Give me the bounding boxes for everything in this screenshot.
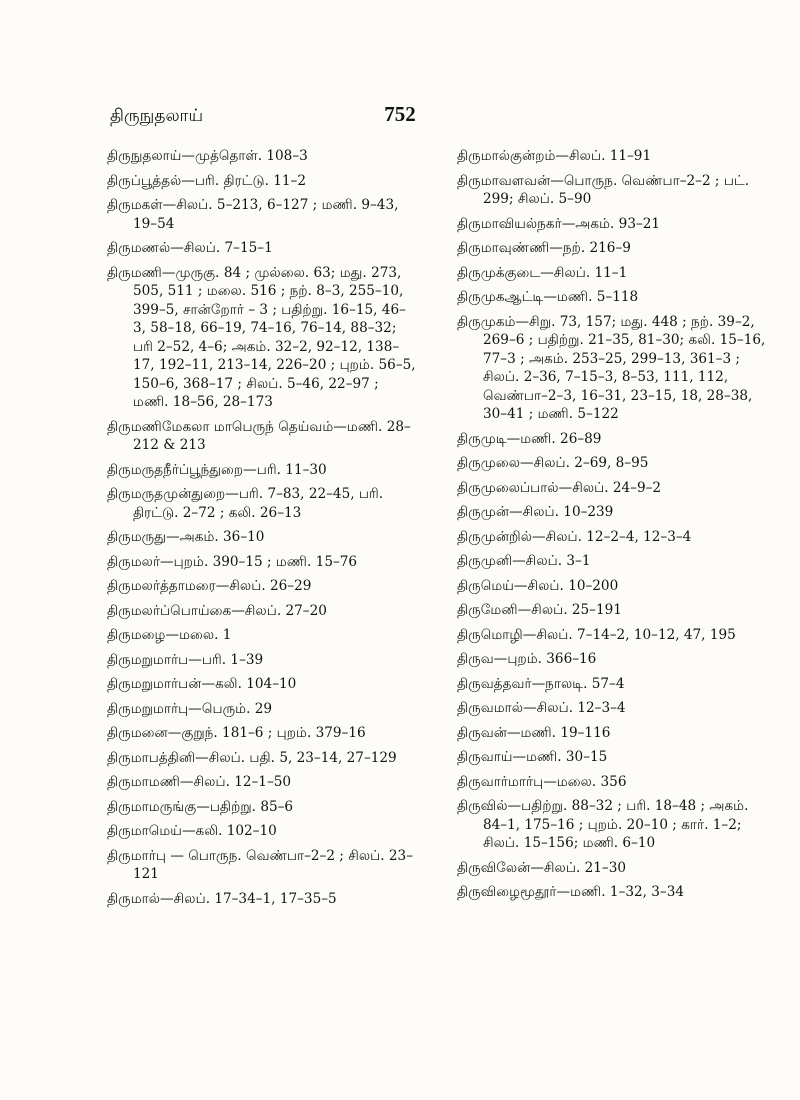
index-entry: திருமுக்குடை—சிலப். 11–1 — [457, 264, 628, 281]
index-entry: திருமாமருங்கு—பதிற்று. 85–6 — [107, 798, 294, 815]
index-entry: திருமனை—குறுந். 181–6 ; புறம். 379–16 — [107, 725, 366, 741]
index-entry: திருமாவுண்ணி—நற். 216–9 — [457, 240, 631, 256]
page-header — [110, 102, 690, 136]
index-entry: திருமலர்ப்பொய்கை—சிலப். 27–20 — [107, 602, 327, 619]
index-entry: திருமுகஆட்டி—மணி. 5–118 — [457, 289, 639, 305]
running-head: திருநுதலாய் — [110, 106, 204, 126]
index-entry: திருமழை—மலை. 1 — [107, 627, 232, 643]
index-entry: திருமருதமுன்துறை—பரி. 7–83, 22–45, பரி. திரட்டு. 2–72 ; கலி. 26–13 — [107, 486, 384, 521]
index-entry: திருமறுமார்பு—பெரும். 29 — [107, 700, 273, 717]
right-column — [457, 147, 767, 1027]
index-entry: திருமார்பு — பொருந. வெண்பா–2–2 ; சிலப். 23–121 — [107, 847, 413, 882]
index-entry: திருமாபத்தினி—சிலப். பதி. 5, 23–14, 27–129 — [107, 749, 397, 766]
index-entry: திருமலர்—புறம். 390–15 ; மணி. 15–76 — [107, 553, 358, 570]
index-entry: திருமகள்—சிலப். 5–213, 6–127 ; மணி. 9–43, 19–54 — [107, 197, 399, 232]
index-entry: திருமாவளவன்—பொருந. வெண்பா–2–2 ; பட். 299; சிலப். 5–90 — [457, 172, 750, 207]
index-entry: திருமொழி—சிலப். 7–14–2, 10–12, 47, 195 — [457, 626, 736, 643]
left-column — [107, 147, 417, 1027]
index-entry: திருமாமெய்—கலி. 102–10 — [107, 823, 277, 839]
index-entry: திருமாவியல்நகர்—அகம். 93–21 — [457, 215, 661, 232]
index-entry: திருமால்குன்றம்—சிலப். 11–91 — [457, 148, 652, 164]
index-entry: திருமுன்றில்—சிலப். 12–2–4, 12–3–4 — [457, 528, 692, 545]
index-entry: திருமலர்த்தாமரை—சிலப். 26–29 — [107, 578, 312, 594]
index-entry: திருவார்மார்பு—மலை. 356 — [457, 773, 627, 790]
index-entry: திருவத்தவர்—நாலடி. 57–4 — [457, 675, 625, 692]
index-columns — [107, 147, 767, 1027]
index-entry: திருமருதநீர்ப்பூந்துறை—பரி. 11–30 — [107, 461, 327, 478]
page-number: 752 — [384, 102, 416, 126]
index-entry: திருமுடி—மணி. 26–89 — [457, 430, 602, 447]
index-entry: திருமுலை—சிலப். 2–69, 8–95 — [457, 455, 649, 471]
index-entry: திருவிலேன்—சிலப். 21–30 — [457, 859, 626, 876]
index-entry: திருமருது—அகம். 36–10 — [107, 529, 265, 545]
index-entry: திருமுகம்—சிறு. 73, 157; மது. 448 ; நற். 39–2, 269–6 ; பதிற்று. 21–35, 81–30; கலி. 15–16, 77–3 ; அகம். 253–25, 299–13, 361–3 ; சிலப். 2–36, 7–15–3, 8–53, 111, 112, வெண்பா–2–3, 16–31, 23–15, 18, 28–38, 30–41 ; மணி. 5–122 — [457, 313, 766, 422]
index-entry: திருவ—புறம். 366–16 — [457, 651, 597, 667]
index-entry: திருமெய்—சிலப். 10–200 — [457, 577, 619, 594]
index-entry: திருவில்—பதிற்று. 88–32 ; பரி. 18–48 ; அகம். 84–1, 175–16 ; புறம். 20–10 ; கார். 1–2; சிலப். 15–156; மணி. 6–10 — [457, 798, 749, 851]
index-entry: திருமாமணி—சிலப். 12–1–50 — [107, 774, 292, 790]
index-entry: திருமணிமேகலா மாபெருந் தெய்வம்—மணி. 28–212 & 213 — [107, 418, 411, 453]
index-entry: திருமேனி—சிலப். 25–191 — [457, 602, 622, 618]
index-entry: திருமுலைப்பால்—சிலப். 24–9–2 — [457, 479, 662, 496]
index-entry: திருமறுமார்ப—பரி. 1–39 — [107, 651, 264, 668]
index-entry: திருமால்—சிலப். 17–34–1, 17–35–5 — [107, 890, 337, 907]
index-entry: திருநுதலாய்—முத்தொள். 108–3 — [107, 148, 308, 164]
index-entry: திருவன்—மணி. 19–116 — [457, 724, 611, 741]
index-entry: திருமுனி—சிலப். 3–1 — [457, 553, 591, 569]
index-entry: திருமணல்—சிலப். 7–15–1 — [107, 240, 273, 256]
index-entry: திருமறுமார்பன்—கலி. 104–10 — [107, 676, 297, 692]
index-entry: திருவிழைமூதூர்—மணி. 1–32, 3–34 — [457, 884, 685, 900]
index-entry: திருமுன்—சிலப். 10–239 — [457, 504, 614, 520]
index-entry: திருவாய்—மணி. 30–15 — [457, 749, 608, 765]
index-entry: திருவமால்—சிலப். 12–3–4 — [457, 700, 626, 716]
index-entry: திருமணி—முருகு. 84 ; முல்லை. 63; மது. 273, 505, 511 ; மலை. 516 ; நற். 8–3, 255–10, 399–5, சான்றோர் – 3 ; பதிற்று. 16–15, 46–3, 58–18, 66–19, 74–16, 76–14, 88–32; பரி 2–52, 4–6; அகம். 32–2, 92–12, 138–17, 192–11, 213–14, 226–20 ; புறம். 56–5, 150–6, 368–17 ; சிலப். 5–46, 22–97 ; மணி. 18–56, 28–173 — [107, 264, 416, 410]
index-entry: திருப்பூத்தல்—பரி. திரட்டு. 11–2 — [107, 172, 306, 189]
